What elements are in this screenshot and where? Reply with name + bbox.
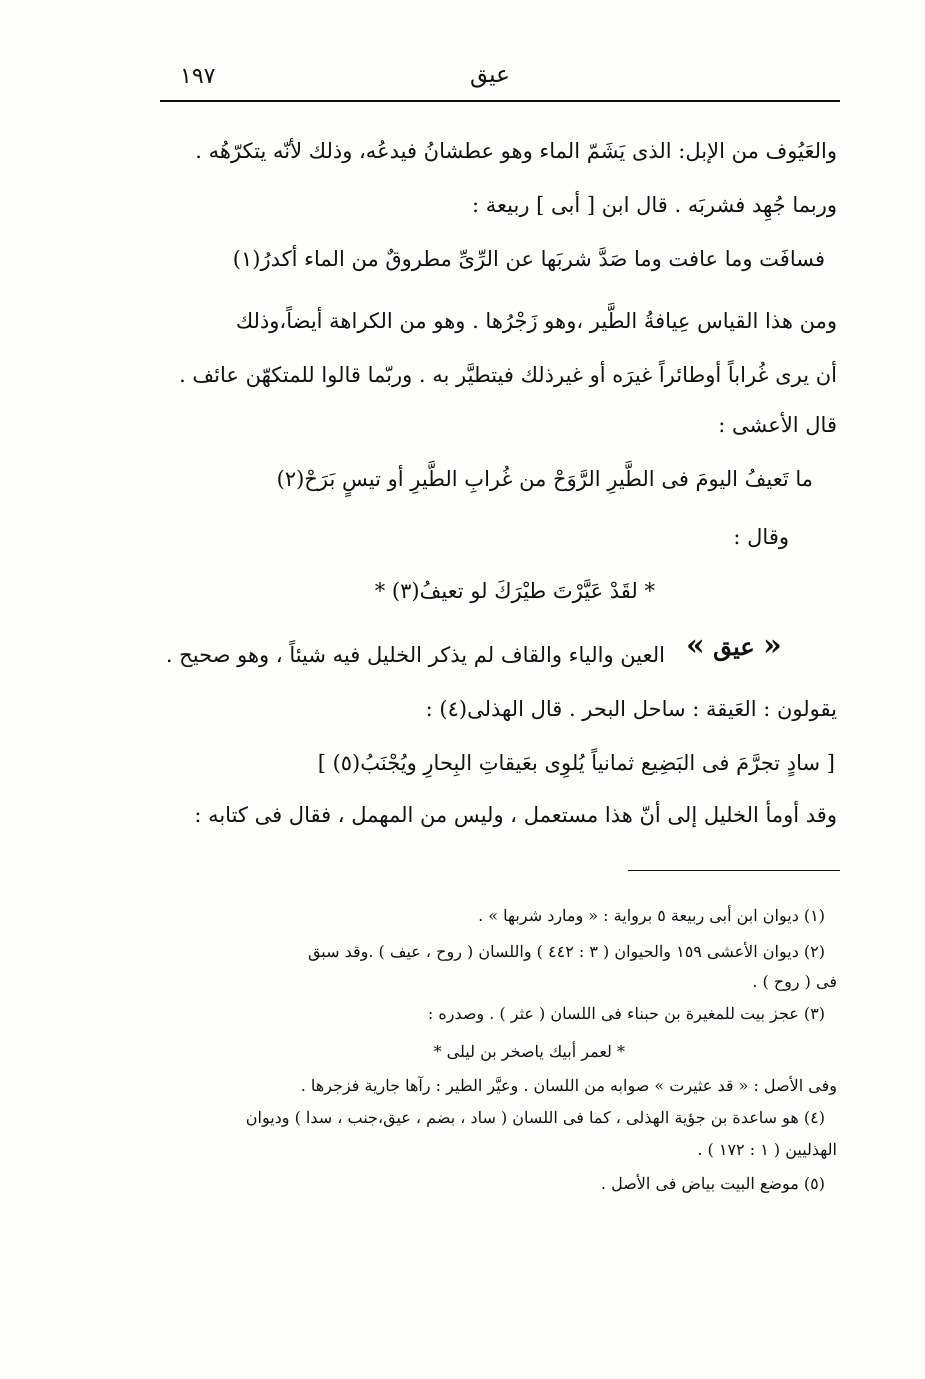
footnote-3: (٣) عجز بيت للمغيرة بن حبناء فى اللسان ( عثر ) . وصدره : [427, 1004, 825, 1023]
body-line-8: يقولون : العَيقة : ساحل البحر . قال الهذلى(٤) : [425, 697, 837, 721]
body-line-4: أن يرى غُراباً أوطائراً غيرَه أو غيرذلك فيتطيَّر به . وربّما قالوا للمتكهّن عائف . [179, 363, 837, 387]
entry-heading-badge [686, 628, 782, 663]
footnote-5: (٥) موضع البيت بياض فى الأصل . [600, 1174, 825, 1193]
body-line-5: قال الأعشى : [718, 413, 837, 437]
body-line-2: وربما جُهِد فشربَه . قال ابن [ أبى ] ربيعة : [472, 193, 837, 217]
left-ornament-bracket: » [686, 628, 705, 663]
entry-heading-word: عيق [713, 632, 755, 661]
body-line-1: والعَيُوف من الإبل: الذى يَشَمّ الماء وهو عطشانُ فيدعُه، وذلك لأنّه يتكرّهُه . [195, 139, 837, 163]
footnote-rule [628, 870, 840, 871]
body-line-3: ومن هذا القياس عِيافةُ الطَّير ،وهو زَجْرُها . وهو من الكراهة أيضاً،وذلك [235, 309, 837, 333]
page-number: ١٩٧ [180, 64, 216, 89]
running-header-entry: عيق [470, 62, 510, 88]
header-rule [160, 100, 840, 102]
verse-4: [ سادٍ تجرَّمَ فى البَضِيع ثمانياً يُلوِى بعَيقاتِ البِحارِ ويُجْنَبُ(٥) ] [317, 751, 835, 775]
body-line-6: وقال : [733, 525, 789, 549]
footnote-2: (٢) ديوان الأعشى ١٥٩ والحيوان ( ٣ : ٤٤٢ ) واللسان ( روح ، عيف ) .وقد سبق [307, 942, 825, 961]
verse-2: ما تَعيفُ اليومَ فى الطَّيرِ الرَّوَحْ من غُرابِ الطَّيرِ أو تيسٍ بَرَحْ(٢) [276, 467, 813, 491]
right-ornament-bracket: « [763, 628, 782, 663]
footnote-3-verse: * لعمر أبيك ياصخر بن ليلى * [433, 1042, 625, 1061]
verse-3: * لقَدْ عَيَّرْتَ طيْرَكَ لو تعيفُ(٣) * [374, 579, 655, 603]
footnote-4-cont: الهذليين ( ١ : ١٧٢ ) . [697, 1140, 837, 1159]
verse-1: فسافَت وما عافت وما صَدَّ شربَها عن الرِّىِّ مطروقٌ من الماء أكدرُ(١) [232, 247, 825, 271]
footnote-1: (١) ديوان ابن أبى ربيعة ٥ برواية : « ومارد شربها » . [478, 906, 825, 925]
footnote-4: (٤) هو ساعدة بن جؤية الهذلى ، كما فى اللسان ( ساد ، بضم ، عيق،جنب ، سدا ) وديوان [245, 1108, 825, 1127]
footnote-3-note: وفى الأصل : « قد عثيرت » صوابه من اللسان . وعيَّر الطير : رآها جارية فزجرها . [300, 1076, 837, 1095]
footnote-2-cont: فى ( روح ) . [752, 972, 837, 991]
body-line-9: وقد أومأ الخليل إلى أنّ هذا مستعمل ، وليس من المهمل ، فقال فى كتابه : [194, 803, 837, 827]
body-line-7: العين والياء والقاف لم يذكر الخليل فيه شيئاً ، وهو صحيح . [165, 643, 665, 667]
